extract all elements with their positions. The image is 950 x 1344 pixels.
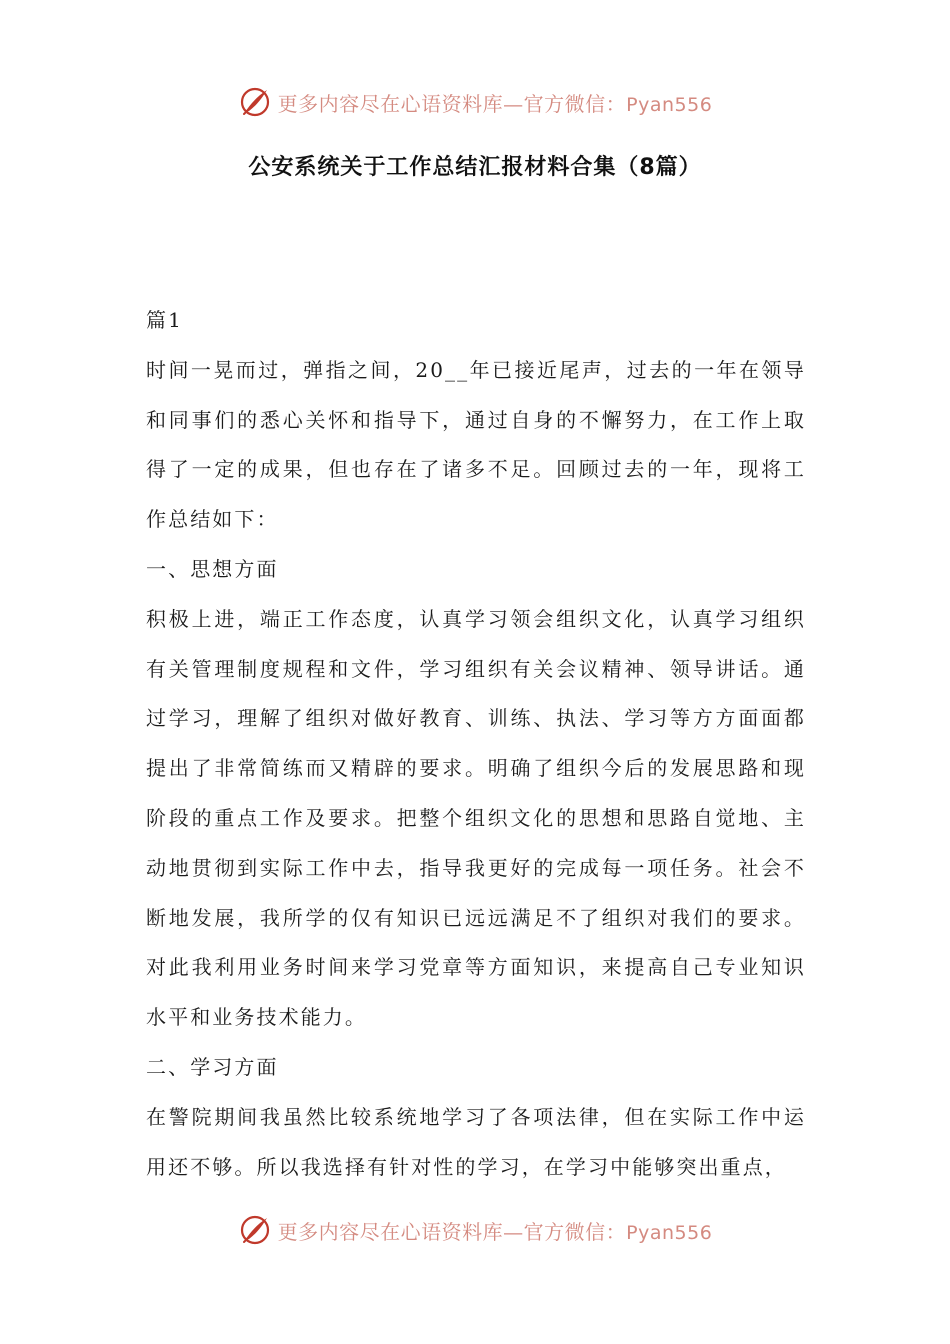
watermark-text: 更多内容尽在心语资料库—官方微信：Pyan556 [277, 1219, 713, 1244]
watermark-banner-bottom [0, 1210, 950, 1250]
quill-pen-logo-icon [238, 85, 272, 119]
section-heading-thought: 一、思想方面 [146, 556, 279, 581]
document-body [146, 296, 806, 1192]
watermark-account: Pyan556 [626, 1221, 713, 1244]
quill-pen-logo-icon [238, 1213, 272, 1247]
body-paragraph-intro: 时间一晃而过，弹指之间，20__年已接近尾声，过去的一年在领导和同事们的悉心关怀和指导下，通过自身的不懈努力，在工作上取得了一定的成果，但也存在了诸多不足。回顾过去的一年，现将工作总结如下： [146, 357, 806, 532]
document-title: 公安系统关于工作总结汇报材料合集（8篇） [248, 155, 702, 180]
body-paragraph-thought: 积极上进，端正工作态度，认真学习领会组织文化，认真学习组织有关管理制度规程和文件，学习组织有关会议精神、领导讲话。通过学习，理解了组织对做好教育、训练、执法、学习等方方面面都提出了非常简练而又精辟的要求。明确了组织今后的发展思路和现阶段的重点工作及要求。把整个组织文化的思想和思路自觉地、主动地贯彻到实际工作中去，指导我更好的完成每一项任务。社会不断地发展，我所学的仅有知识已远远满足不了组织对我们的要求。对此我利用业务时间来学习党章等方面知识，来提高自己专业知识水平和业务技术能力。 [146, 606, 806, 1030]
body-paragraph-study: 在警院期间我虽然比较系统地学习了各项法律，但在实际工作中运用还不够。所以我选择有针对性的学习，在学习中能够突出重点， [146, 1104, 806, 1179]
section-heading-study: 二、学习方面 [146, 1054, 279, 1079]
section-heading-part-1: 篇1 [146, 308, 183, 332]
watermark-text: 更多内容尽在心语资料库—官方微信：Pyan556 [277, 91, 713, 116]
watermark-account: Pyan556 [626, 93, 713, 116]
watermark-banner-top [0, 82, 950, 122]
